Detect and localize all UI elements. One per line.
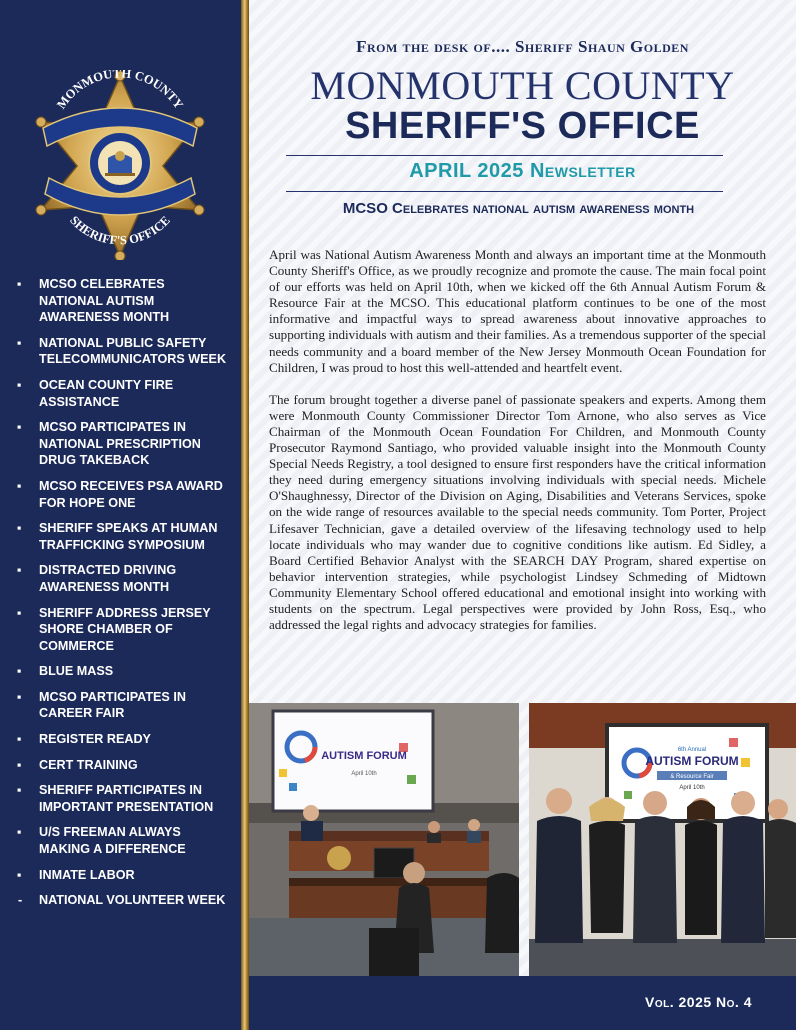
toc-item-label: BLUE MASS bbox=[39, 664, 114, 679]
toc-item-label: MCSO PARTICIPATES IN CAREER FAIR bbox=[39, 689, 186, 721]
sheriff-badge-logo bbox=[35, 70, 205, 260]
toc-item-label: OCEAN COUNTY FIRE ASSISTANCE bbox=[39, 377, 174, 409]
svg-text:April 10th: April 10th bbox=[351, 771, 377, 777]
bullet-icon: ▪ bbox=[17, 732, 22, 747]
toc-item-label: DISTRACTED DRIVING AWARENESS MONTH bbox=[39, 563, 177, 594]
toc-item-label: INMATE LABOR bbox=[39, 867, 135, 882]
bullet-icon: ▪ bbox=[17, 867, 22, 882]
volume-number: Vol. 2025 No. 4 bbox=[645, 994, 752, 1010]
svg-text:MONMOUTH COUNTY: MONMOUTH COUNTY bbox=[54, 70, 186, 112]
toc-item-label: NATIONAL PUBLIC SAFETY TELECOMMUNICATORS WEEK bbox=[39, 335, 227, 367]
bullet-icon: ▪ bbox=[17, 377, 22, 392]
desk-line: From the desk of.... Sheriff Shaun Golden bbox=[356, 37, 689, 56]
toc-item[interactable] bbox=[16, 377, 231, 410]
toc-item-label: REGISTER READY bbox=[39, 732, 151, 747]
bullet-icon: ▪ bbox=[17, 563, 22, 578]
bullet-icon: ▪ bbox=[17, 664, 22, 679]
contents-list bbox=[16, 276, 231, 918]
svg-text:6th Annual: 6th Annual bbox=[677, 747, 707, 753]
toc-item[interactable] bbox=[16, 520, 231, 553]
paragraph: The forum brought together a diverse panel of passionate speakers and experts. Among them were Monmouth County Commissioner Director Tom Arnone, who also serves as Vice Chairman of the Monmouth Ocean Foundation For Children, and Monmouth County Prosecutor Raymond Santiago, who provided valuable insight into the Monmouth County Special Needs Registry, a tool designed to ensure first responders have the critical information they need during emergency situations involving individuals with special needs. Michele O'Shaughnessy, Director of the Division on Aging, Disabilities and Veterans Services, spoke on the wide range of resources available to the special needs community. Tom Porter, Project Lifesaver Technician, gave a detailed overview of the lifesaving technology used to help locate individuals who may wander due to cognitive conditions like autism. Ed Sidley, a Board Certified Behavior Analyst with the SEARCH DAY Program, shared expertise on behavior intervention strategies, while psychologist Lindsey Schmeding of Midtown Community Elementary School offered educational and emotional insight into working with students on the spectrum. Legal perspectives were provided by John Ross, Esq., who addressed the legal rights and advocacy strategies for families. bbox=[269, 391, 766, 633]
toc-item-label: NATIONAL VOLUNTEER WEEK bbox=[39, 893, 226, 908]
toc-item[interactable] bbox=[16, 867, 231, 884]
bullet-icon: ▪ bbox=[17, 420, 22, 435]
newsletter-issue: APRIL 2025 Newsletter bbox=[409, 160, 636, 182]
toc-item[interactable] bbox=[16, 663, 231, 680]
bullet-icon: ▪ bbox=[17, 783, 22, 798]
toc-item-label: MCSO PARTICIPATES IN NATIONAL PRESCRIPTION DRUG TAKEBACK bbox=[39, 420, 201, 468]
toc-item-label: MCSO CELEBRATES NATIONAL AUTISM AWARENESS MONTH bbox=[39, 277, 170, 325]
toc-item[interactable] bbox=[16, 605, 231, 655]
toc-item-label: SHERIFF ADDRESS JERSEY SHORE CHAMBER OF COMMERCE bbox=[39, 605, 211, 653]
toc-item[interactable] bbox=[16, 782, 231, 815]
toc-item[interactable] bbox=[16, 419, 231, 469]
svg-text:AUTISM FORUM: AUTISM FORUM bbox=[321, 750, 407, 762]
title-office: SHERIFF'S OFFICE bbox=[345, 105, 700, 147]
toc-item-label: SHERIFF PARTICIPATES IN IMPORTANT PRESENTATION bbox=[39, 783, 214, 814]
toc-item-label: U/S FREEMAN ALWAYS MAKING A DIFFERENCE bbox=[39, 825, 186, 857]
bullet-icon: ▪ bbox=[17, 335, 22, 350]
svg-text:SHERIFF'S OFFICE: SHERIFF'S OFFICE bbox=[67, 213, 173, 248]
issue-rule bbox=[286, 191, 723, 192]
title-county: MONMOUTH COUNTY bbox=[310, 63, 735, 108]
bullet-icon: ▪ bbox=[17, 757, 22, 772]
photo-forum-room bbox=[249, 703, 519, 976]
toc-item[interactable] bbox=[16, 731, 231, 748]
svg-text:& Resource Fair: & Resource Fair bbox=[670, 774, 714, 780]
toc-item[interactable] bbox=[16, 276, 231, 326]
toc-item[interactable] bbox=[16, 478, 231, 511]
bullet-icon: ▪ bbox=[17, 478, 22, 493]
bullet-icon: ▪ bbox=[17, 277, 22, 291]
dash-bullet-icon: - bbox=[18, 893, 23, 908]
photo-group-portrait bbox=[529, 703, 796, 976]
bullet-icon: ▪ bbox=[17, 521, 22, 536]
toc-item[interactable] bbox=[16, 824, 231, 857]
bullet-icon: ▪ bbox=[17, 825, 22, 840]
paragraph: April was National Autism Awareness Month and always an important time at the Monmouth County Sheriff's Office, as we proudly recognize and promote the cause. The main focal point of our efforts was held on April 10th, when we kicked off the 6th Annual Autism Forum & Resource Fair at the MCSO. This educational platform continues to be one of the most informative and impactful ways to spread awareness about innovative approaches to supporting individuals with autism and their families. As a tremendous supporter of the special needs community and a board member of the New Jersey Monmouth Ocean Foundation for Children, I was proud to host this well-attended and heartfelt event. bbox=[269, 247, 766, 375]
article-body bbox=[269, 247, 766, 649]
toc-item[interactable] bbox=[16, 892, 231, 909]
bullet-icon: ▪ bbox=[17, 689, 22, 704]
gold-divider bbox=[241, 0, 249, 1030]
article-headline: MCSO Celebrates national autism awareness month bbox=[342, 200, 695, 217]
svg-text:April 10th: April 10th bbox=[679, 785, 705, 791]
toc-item[interactable] bbox=[16, 335, 231, 368]
title-rule bbox=[286, 155, 723, 156]
bullet-icon: ▪ bbox=[17, 605, 22, 620]
toc-item-label: MCSO RECEIVES PSA AWARD FOR HOPE ONE bbox=[39, 478, 223, 510]
toc-item-label: CERT TRAINING bbox=[39, 757, 138, 772]
toc-item[interactable] bbox=[16, 757, 231, 774]
toc-item[interactable] bbox=[16, 689, 231, 722]
toc-item-label: SHERIFF SPEAKS AT HUMAN TRAFFICKING SYMPOSIUM bbox=[39, 521, 218, 552]
svg-text:AUTISM FORUM: AUTISM FORUM bbox=[645, 754, 739, 768]
toc-item[interactable] bbox=[16, 562, 231, 595]
